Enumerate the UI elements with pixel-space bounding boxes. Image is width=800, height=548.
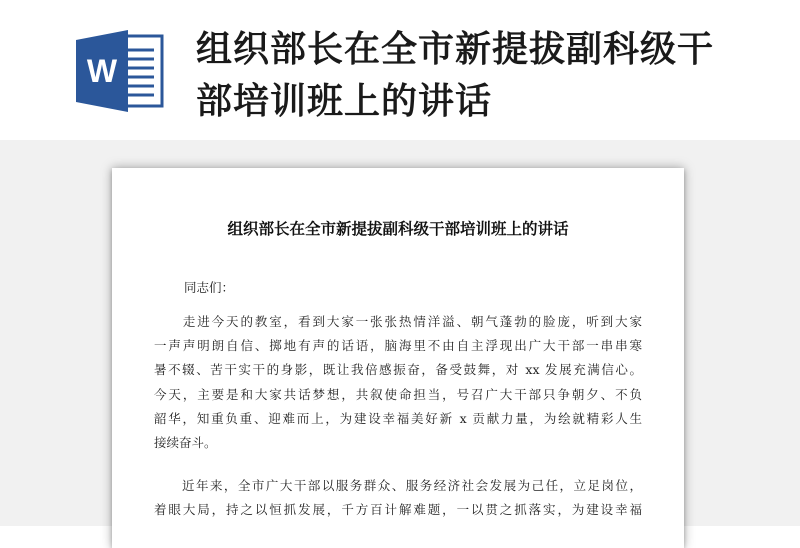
word-icon-letter: W (86, 53, 118, 89)
page-title-line-2: 部培训班上的讲话 (196, 81, 493, 122)
document-title: 组织部长在全市新提拔副科级干部培训班上的讲话 (227, 219, 569, 238)
paragraph-line: 着眼大局，持之以恒抓发展，千方百计解难题，一以贯之抓落实，为建设幸福 (154, 502, 642, 518)
paragraph-line: 走进今天的教室，看到大家一张张热情洋溢、朝气蓬勃的脸庞，听到大家 (154, 314, 642, 329)
page-title-line-1: 组织部长在全市新提拔副科级干 (196, 29, 715, 70)
paragraph-line: 今天，主要是和大家共话梦想，共叙使命担当，号召广大干部只争朝夕、不负 (154, 386, 642, 402)
header-banner (0, 0, 800, 140)
paragraph-line: 一声声明朗自信、掷地有声的话语，脑海里不由自主浮现出广大干部一串串寒 (154, 338, 642, 354)
document-greeting: 同志们： (184, 280, 235, 295)
word-document-icon (76, 30, 164, 112)
page-title (196, 24, 786, 128)
paragraph-2 (154, 474, 642, 522)
paragraph-1 (154, 310, 642, 455)
paragraph-line: 韶华，知重负重、迎难而上，为建设幸福美好新 x 贡献力量，为绘就精彩人生 (154, 410, 642, 426)
paragraph-line: 暑不辍、苦干实干的身影，既让我倍感振奋，备受鼓舞，对 xx 发展充满信心。 (154, 362, 642, 378)
paragraph-line: 接续奋斗。 (154, 435, 217, 451)
document-page (112, 168, 684, 548)
paragraph-line: 近年来，全市广大干部以服务群众、服务经济社会发展为己任，立足岗位， (154, 478, 642, 493)
